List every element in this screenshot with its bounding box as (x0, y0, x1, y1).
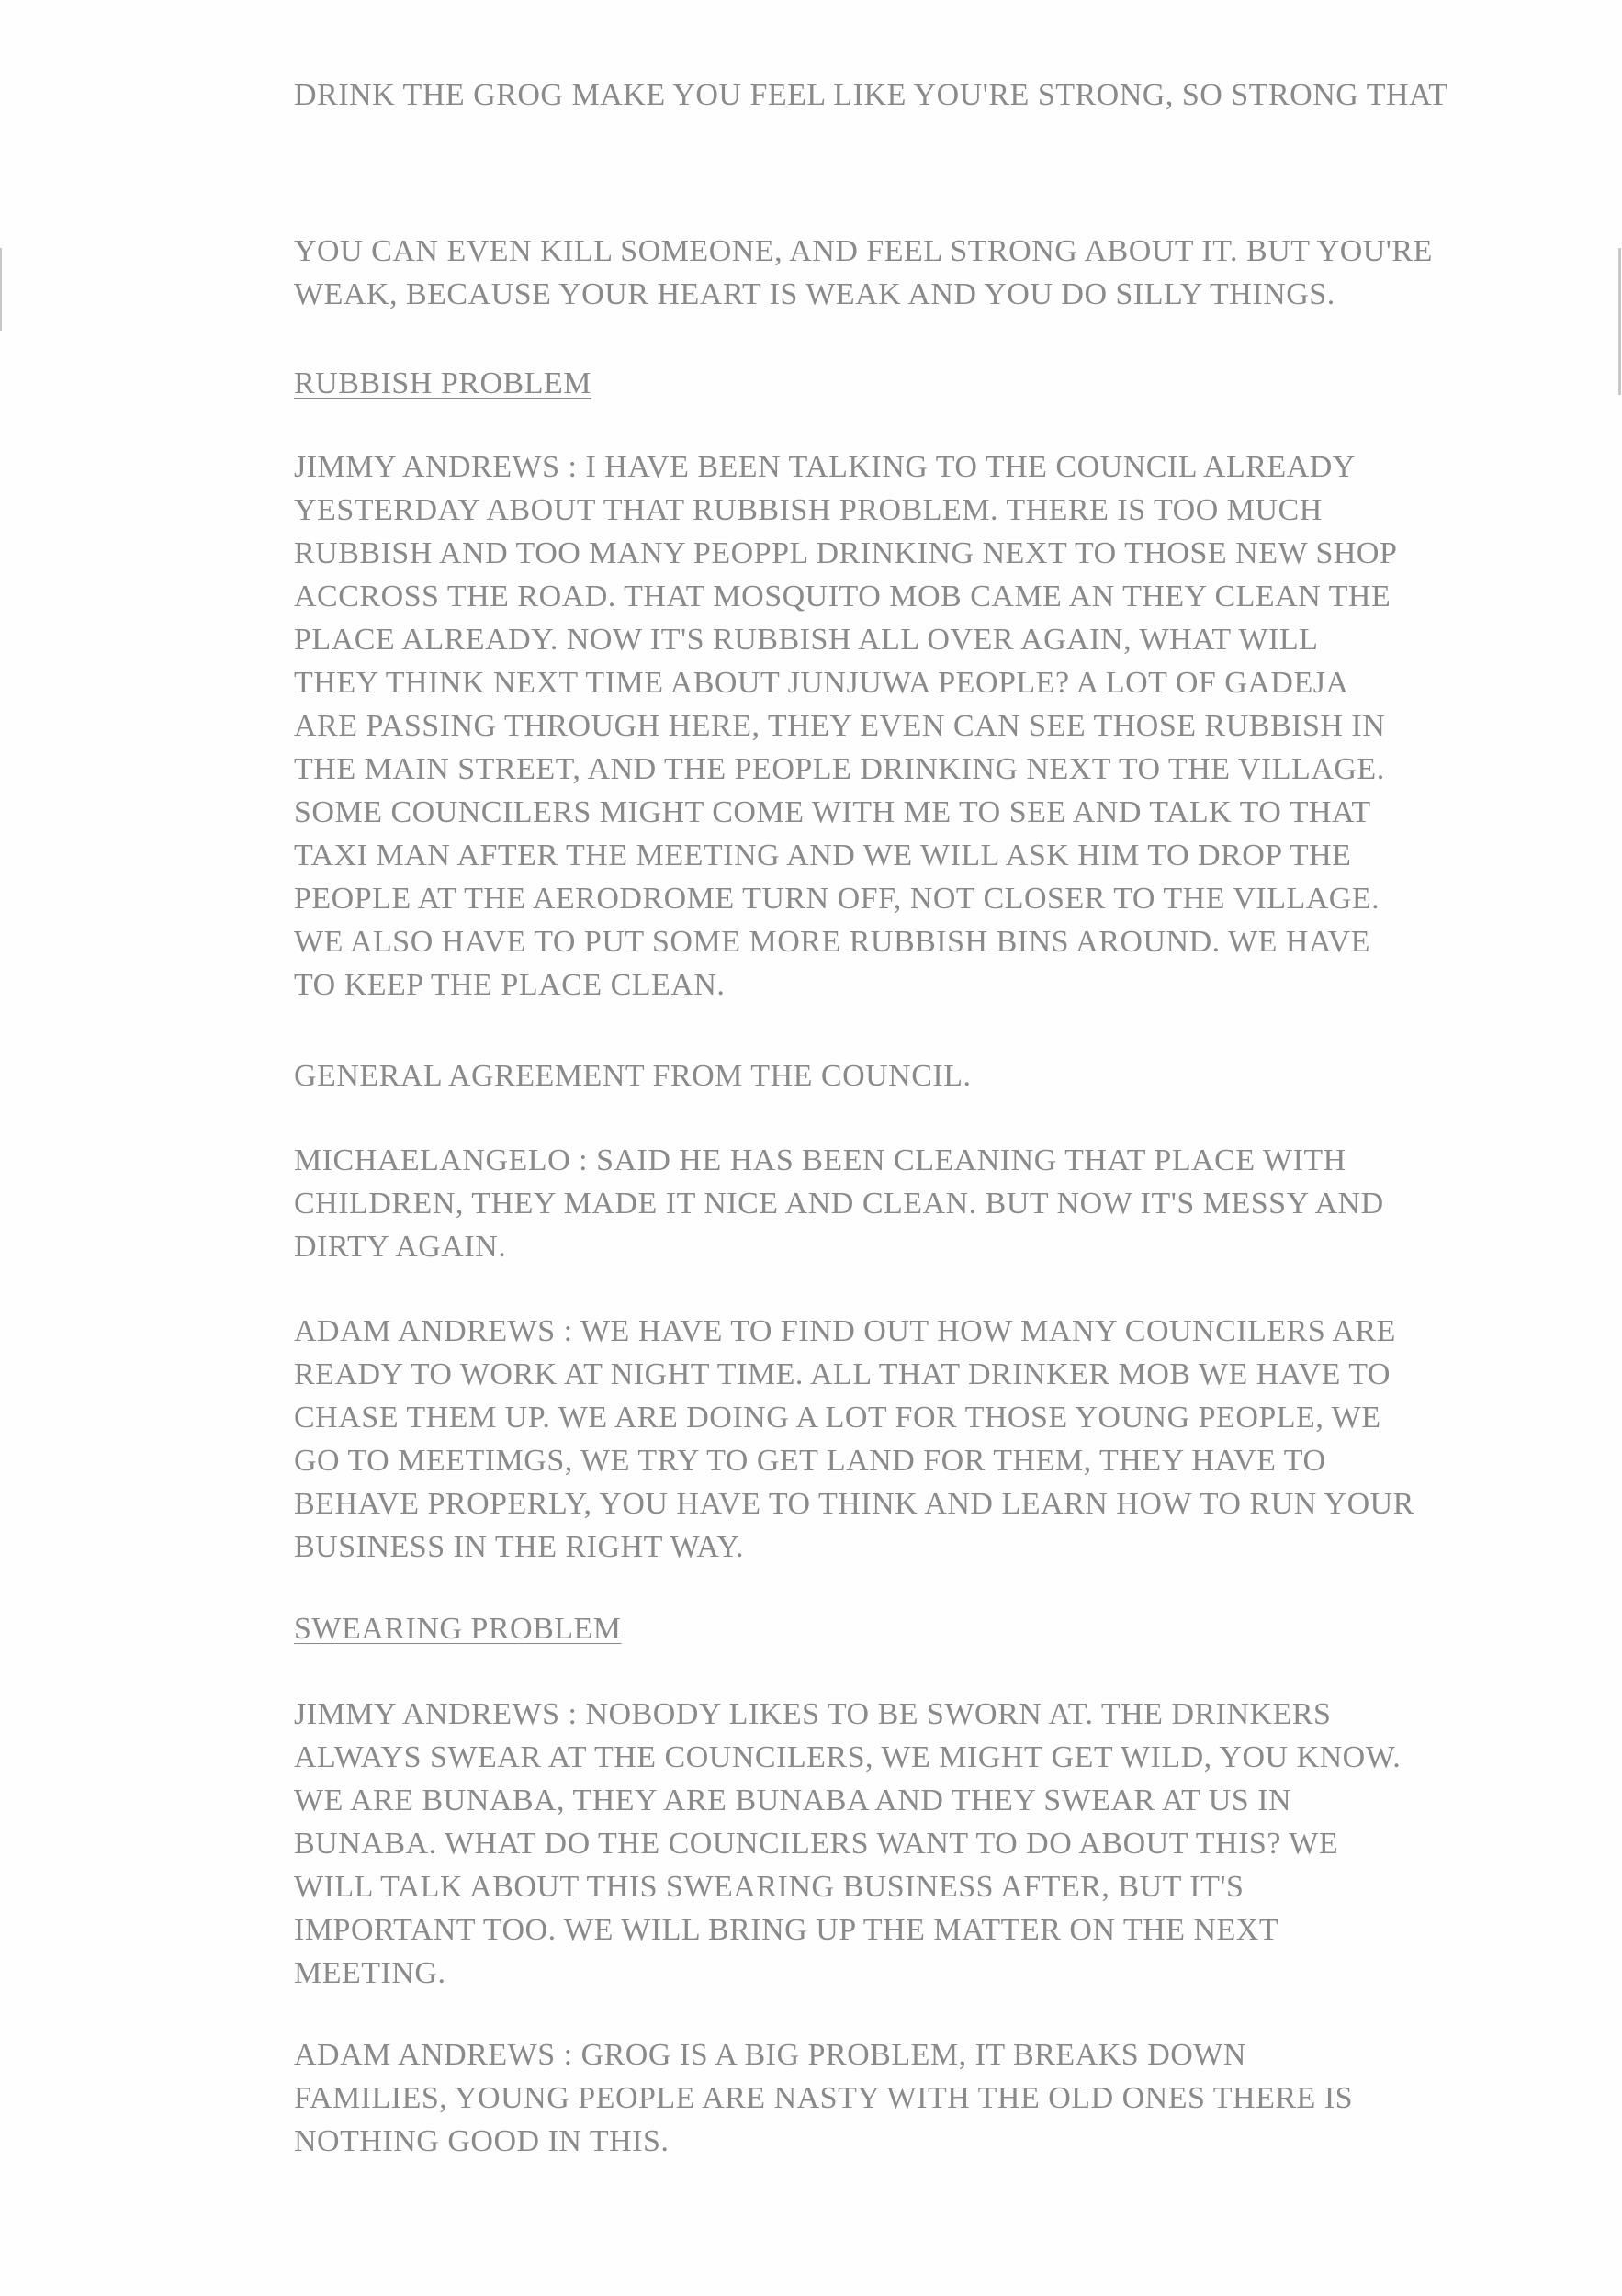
text-line: ARE PASSING THROUGH HERE, THEY EVEN CAN SEE THOSE RUBBISH IN (294, 709, 1386, 743)
text-line: MEETING. (294, 1956, 446, 1990)
text-line: CHILDREN, THEY MADE IT NICE AND CLEAN. BUT NOW IT'S MESSY AND (294, 1187, 1384, 1221)
text-line: ACCROSS THE ROAD. THAT MOSQUITO MOB CAME AN THEY CLEAN THE (294, 580, 1391, 613)
section-heading: SWEARING PROBLEM (294, 1612, 622, 1646)
michaelangelo-paragraph (294, 1139, 1451, 1268)
text-line: GENERAL AGREEMENT FROM THE COUNCIL. (294, 1059, 972, 1093)
text-line: WEAK, BECAUSE YOUR HEART IS WEAK AND YOU DO SILLY THINGS. (294, 277, 1335, 311)
text-line: READY TO WORK AT NIGHT TIME. ALL THAT DRINKER MOB WE HAVE TO (294, 1357, 1391, 1391)
text-line: WE ARE BUNABA, THEY ARE BUNABA AND THEY SWEAR AT US IN (294, 1784, 1292, 1818)
text-line: YOU CAN EVEN KILL SOMEONE, AND FEEL STRONG ABOUT IT. BUT YOU'RE (294, 234, 1433, 268)
text-line: WILL TALK ABOUT THIS SWEARING BUSINESS AFTER, BUT IT'S (294, 1870, 1245, 1904)
text-line: JIMMY ANDREWS : NOBODY LIKES TO BE SWORN AT. THE DRINKERS (294, 1697, 1332, 1731)
text-line: NOTHING GOOD IN THIS. (294, 2124, 670, 2158)
text-line: RUBBISH AND TOO MANY PEOPPL DRINKING NEXT TO THOSE NEW SHOP (294, 536, 1398, 570)
text-line: PEOPLE AT THE AERODROME TURN OFF, NOT CLOSER TO THE VILLAGE. (294, 882, 1380, 916)
text-line: ALWAYS SWEAR AT THE COUNCILERS, WE MIGHT GET WILD, YOU KNOW. (294, 1740, 1402, 1774)
text-line: FAMILIES, YOUNG PEOPLE ARE NASTY WITH THE OLD ONES THERE IS (294, 2081, 1354, 2115)
text-line: TAXI MAN AFTER THE MEETING AND WE WILL ASK HIM TO DROP THE (294, 838, 1352, 872)
scan-edge-mark-left (0, 248, 2, 331)
text-line: BUSINESS IN THE RIGHT WAY. (294, 1530, 745, 1564)
section-heading: RUBBISH PROBLEM (294, 366, 591, 400)
rubbish-heading (294, 362, 1451, 405)
jimmy-rubbish-paragraph (294, 445, 1451, 1007)
general-agreement (294, 1054, 1451, 1097)
text-line: BEHAVE PROPERLY, YOU HAVE TO THINK AND LEARN HOW TO RUN YOUR (294, 1487, 1414, 1521)
scan-edge-mark-right (1618, 248, 1621, 395)
text-line: DRINK THE GROG MAKE YOU FEEL LIKE YOU'RE STRONG, SO STRONG THAT (294, 78, 1448, 112)
text-line: THE MAIN STREET, AND THE PEOPLE DRINKING NEXT TO THE VILLAGE. (294, 752, 1385, 786)
text-line: BUNABA. WHAT DO THE COUNCILERS WANT TO DO ABOUT THIS? WE (294, 1827, 1339, 1861)
text-line: THEY THINK NEXT TIME ABOUT JUNJUWA PEOPLE? A LOT OF GADEJA (294, 666, 1349, 700)
jimmy-swearing-paragraph (294, 1693, 1451, 1995)
text-line: GO TO MEETIMGS, WE TRY TO GET LAND FOR THEM, THEY HAVE TO (294, 1444, 1326, 1478)
text-line: MICHAELANGELO : SAID HE HAS BEEN CLEANING THAT PLACE WITH (294, 1143, 1346, 1177)
adam-work-paragraph (294, 1310, 1451, 1569)
text-line: PLACE ALREADY. NOW IT'S RUBBISH ALL OVER AGAIN, WHAT WILL (294, 623, 1319, 657)
text-line: TO KEEP THE PLACE CLEAN. (294, 968, 726, 1002)
text-line: ADAM ANDREWS : GROG IS A BIG PROBLEM, IT BREAKS DOWN (294, 2038, 1246, 2072)
text-line: IMPORTANT TOO. WE WILL BRING UP THE MATTER ON THE NEXT (294, 1913, 1279, 1947)
text-line: JIMMY ANDREWS : I HAVE BEEN TALKING TO THE COUNCIL ALREADY (294, 450, 1356, 484)
text-line: WE ALSO HAVE TO PUT SOME MORE RUBBISH BINS AROUND. WE HAVE (294, 925, 1370, 959)
top-line (294, 73, 1451, 117)
intro-paragraph (294, 230, 1451, 316)
text-line: CHASE THEM UP. WE ARE DOING A LOT FOR THOSE YOUNG PEOPLE, WE (294, 1401, 1381, 1435)
adam-grog-paragraph (294, 2033, 1451, 2163)
swearing-heading (294, 1607, 1451, 1650)
text-line: DIRTY AGAIN. (294, 1230, 507, 1264)
text-line: YESTERDAY ABOUT THAT RUBBISH PROBLEM. THERE IS TOO MUCH (294, 493, 1323, 527)
text-line: ADAM ANDREWS : WE HAVE TO FIND OUT HOW MANY COUNCILERS ARE (294, 1314, 1396, 1348)
text-line: SOME COUNCILERS MIGHT COME WITH ME TO SEE AND TALK TO THAT (294, 795, 1371, 829)
